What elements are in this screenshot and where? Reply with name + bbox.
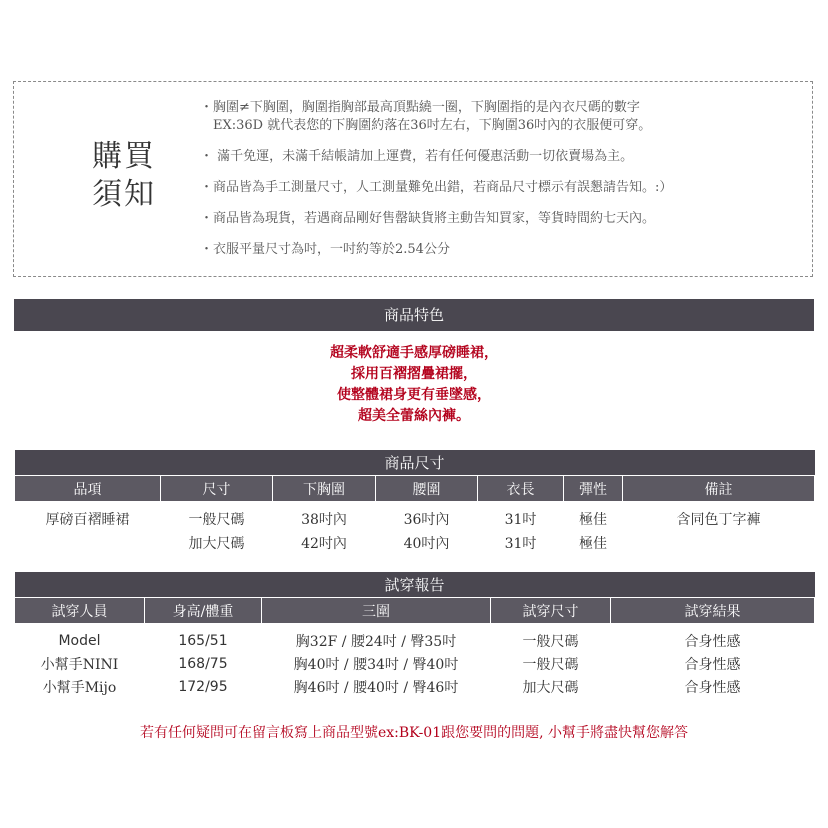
table-cell: 合身性感 — [684, 679, 741, 696]
column-header: 三圍 — [262, 598, 491, 624]
table-cell: 一般尺碼 — [188, 512, 245, 528]
table-cell: 36吋內 — [403, 512, 450, 528]
table-cell: 168/75 — [178, 655, 228, 672]
table-row — [15, 675, 815, 698]
table-cell: 合身性感 — [684, 656, 741, 673]
features-heading: 商品特色 — [14, 299, 814, 331]
table-cell: 胸46吋 / 腰40吋 / 臀46吋 — [293, 679, 459, 696]
feature-line: 採用百褶摺疊裙擺， — [351, 366, 477, 382]
column-header: 彈性 — [564, 476, 623, 502]
table-cell: 胸40吋 / 腰34吋 / 臀40吋 — [293, 656, 459, 673]
trial-table — [14, 572, 815, 698]
table-cell: 厚磅百褶睡裙 — [45, 512, 130, 528]
table-cell — [15, 531, 161, 555]
table-cell: 一般尺碼 — [522, 656, 579, 673]
table-cell: 胸32F / 腰24吋 / 臀35吋 — [295, 633, 457, 650]
footer-note: 若有任何疑問可在留言板寫上商品型號ex:BK-01跟您要問的問題, 小幫手將盡快幫您解答 — [139, 725, 689, 741]
table-cell: 小幫手Mijo — [42, 679, 117, 696]
table-cell: 合身性感 — [684, 633, 741, 650]
notice-item: ・胸圍≠下胸圍，胸圍指胸部最高頂點繞一圈，下胸圍指的是內衣尺碼的數字 EX:36D 就代表您的下胸圍約落在36吋左右，下胸圍36吋內的衣服便可穿。 — [200, 100, 652, 133]
column-header: 下胸圍 — [273, 476, 376, 502]
table-row — [15, 623, 815, 652]
table-cell: 40吋內 — [403, 536, 450, 552]
table-cell: 一般尺碼 — [522, 633, 579, 650]
table-cell: 31吋 — [504, 512, 537, 528]
column-header: 衣長 — [478, 476, 564, 502]
table-cell: 極佳 — [579, 536, 607, 552]
table-cell: 165/51 — [178, 632, 228, 649]
column-header: 備註 — [623, 476, 815, 502]
size-table-header — [15, 476, 815, 502]
notice-item: ・商品皆為手工測量尺寸，人工測量難免出錯，若商品尺寸標示有誤懇請告知。:） — [200, 180, 673, 195]
table-cell — [623, 531, 815, 555]
feature-line: 超柔軟舒適手感厚磅睡裙， — [330, 345, 498, 361]
table-cell: 極佳 — [579, 512, 607, 528]
table-row — [15, 652, 815, 675]
table-cell: 172/95 — [178, 678, 228, 695]
column-header: 身高/體重 — [145, 598, 262, 624]
column-header: 試穿尺寸 — [491, 598, 611, 624]
trial-table-heading: 試穿報告 — [15, 572, 815, 598]
features-text — [14, 343, 814, 427]
trial-table-header — [15, 598, 815, 624]
feature-line: 超美全蕾絲內褲。 — [358, 408, 470, 424]
column-header: 腰圍 — [376, 476, 478, 502]
table-cell: 加大尺碼 — [522, 679, 579, 696]
table-cell: 加大尺碼 — [188, 536, 245, 552]
notice-item: ・ 滿千免運，未滿千結帳請加上運費，若有任何優惠活動一切依賣場為主。 — [200, 149, 634, 164]
notice-title: 購買 須知 — [92, 139, 156, 212]
feature-line: 使整體裙身更有垂墜感， — [337, 387, 491, 403]
table-cell: 38吋內 — [301, 512, 347, 528]
column-header: 尺寸 — [161, 476, 273, 502]
table-cell: 小幫手NINI — [40, 656, 119, 673]
table-cell: 31吋 — [504, 536, 537, 552]
purchase-notice-box — [13, 81, 813, 277]
table-row — [15, 531, 815, 555]
table-cell: 含同色丁字褲 — [676, 512, 761, 528]
notice-item: ・商品皆為現貨，若遇商品剛好售罄缺貨將主動告知買家，等貨時間約七天內。 — [200, 211, 656, 226]
size-table — [14, 450, 815, 555]
size-table-heading: 商品尺寸 — [15, 450, 815, 476]
notice-list — [200, 99, 800, 272]
column-header: 品項 — [15, 476, 161, 502]
column-header: 試穿結果 — [611, 598, 815, 624]
table-row — [15, 501, 815, 531]
column-header: 試穿人員 — [15, 598, 145, 624]
table-cell: 42吋內 — [301, 536, 347, 552]
notice-item: ・衣服平量尺寸為吋，一吋約等於2.54公分 — [200, 242, 450, 257]
table-cell: Model — [58, 632, 101, 649]
